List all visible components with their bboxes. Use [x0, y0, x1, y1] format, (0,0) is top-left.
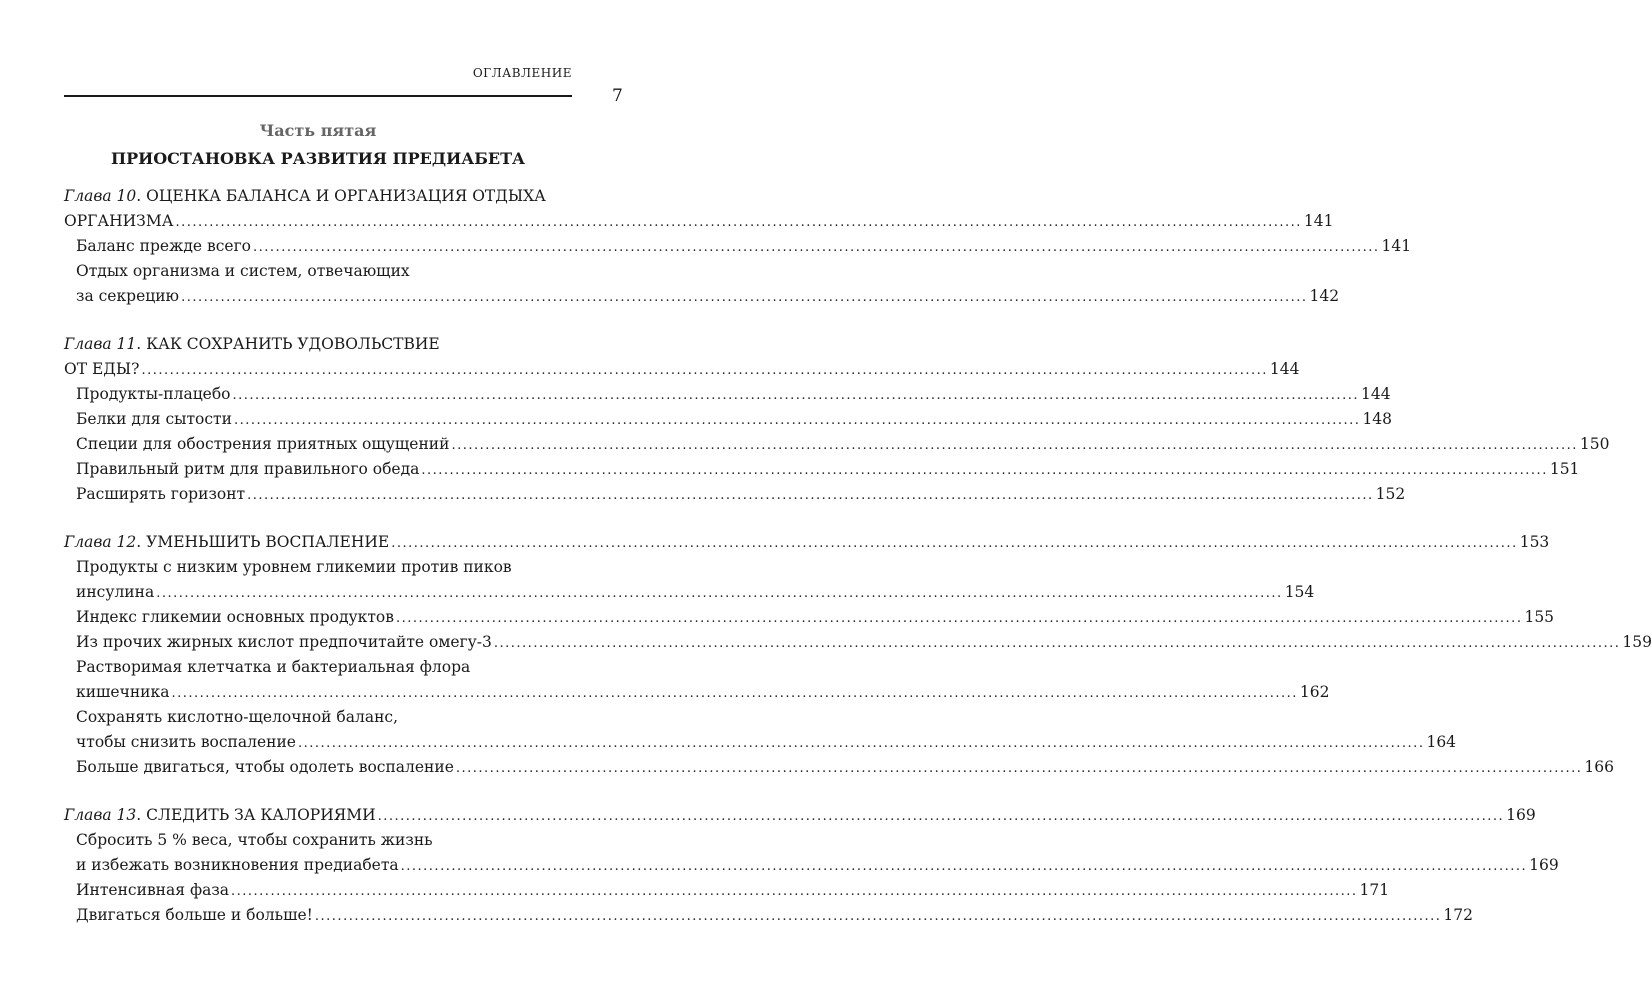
page-ref: 150	[1579, 435, 1610, 453]
chapter-title: . СЛЕДИТЬ ЗА КАЛОРИЯМИ	[136, 806, 376, 824]
dot-leader: ........................................................................................................................................................................................................	[141, 363, 1268, 378]
toc-chapter-heading[interactable]	[64, 332, 572, 357]
toc-chapter	[64, 332, 1610, 507]
toc-section[interactable]	[64, 903, 1473, 928]
dot-leader: ........................................................................................................................................................................................................	[451, 438, 1578, 453]
toc-chapter-heading[interactable]	[64, 530, 1550, 555]
toc-section[interactable]	[64, 878, 1390, 903]
page-ref: 171	[1359, 881, 1390, 899]
toc-section[interactable]	[64, 407, 1393, 432]
toc-section[interactable]	[64, 705, 572, 730]
part-title: ПРИОСТАНОВКА РАЗВИТИЯ ПРЕДИАБЕТА	[110, 149, 526, 168]
page-ref: 141	[1381, 237, 1412, 255]
page-ref: 142	[1309, 287, 1340, 305]
toc-section[interactable]	[64, 605, 1555, 630]
toc-section[interactable]	[64, 828, 572, 853]
section-title: Сбросить 5 % веса, чтобы сохранить жизнь	[76, 831, 433, 849]
dot-leader: ........................................................................................................................................................................................................	[232, 388, 1359, 403]
section-title: Белки для сытости	[76, 410, 232, 428]
chapter-label: Глава 11	[64, 335, 137, 353]
toc-chapter-heading[interactable]	[64, 803, 1536, 828]
page-ref: 169	[1529, 856, 1559, 874]
section-title: Правильный ритм для правильного обеда	[76, 460, 420, 478]
dot-leader: ........................................................................................................................................................................................................	[377, 809, 1505, 824]
page-ref: 141	[1303, 212, 1334, 230]
dot-leader: ........................................................................................................................................................................................................	[421, 463, 1548, 478]
section-title: чтобы снизить воспаление	[76, 733, 296, 751]
toc-chapter-heading[interactable]	[64, 184, 572, 209]
section-title: Продукты с низким уровнем гликемии против пиков	[76, 558, 512, 576]
toc-section[interactable]	[64, 457, 1580, 482]
chapter-label: Глава 13	[64, 806, 137, 824]
dot-leader: ........................................................................................................................................................................................................	[171, 686, 1298, 701]
section-title: за секрецию	[76, 287, 180, 305]
section-title: Баланс прежде всего	[76, 237, 252, 255]
toc-chapter	[64, 184, 1412, 309]
section-title: Специи для обострения приятных ощущений	[76, 435, 450, 453]
toc-section[interactable]	[64, 432, 1610, 457]
section-title: Расширять горизонт	[76, 485, 246, 503]
toc-chapter-heading-cont[interactable]	[64, 357, 1300, 382]
section-title: Индекс гликемии основных продуктов	[76, 608, 394, 626]
section-title: инсулина	[76, 583, 155, 601]
dot-leader: ........................................................................................................................................................................................................	[297, 736, 1425, 751]
section-title: и избежать возникновения предиабета	[76, 856, 399, 874]
page-ref: 148	[1362, 410, 1393, 428]
page-ref: 172	[1443, 906, 1473, 924]
page-ref: 169	[1506, 806, 1536, 824]
dot-leader: ........................................................................................................................................................................................................	[253, 240, 1380, 255]
chapter-label: Глава 12	[64, 533, 137, 551]
page-ref: 154	[1284, 583, 1315, 601]
toc-section[interactable]	[64, 482, 1406, 507]
toc-section[interactable]	[64, 630, 1652, 655]
page-ref: 144	[1269, 360, 1300, 378]
part-label: Часть пятая	[259, 121, 377, 140]
page-ref: 162	[1299, 683, 1330, 701]
page-ref: 159	[1622, 633, 1652, 651]
dot-leader: ........................................................................................................................................................................................................	[233, 413, 1361, 428]
dot-leader: ........................................................................................................................................................................................................	[455, 761, 1583, 776]
dot-leader: ........................................................................................................................................................................................................	[181, 290, 1308, 305]
dot-leader: ........................................................................................................................................................................................................	[395, 611, 1523, 626]
chapter-title: ОРГАНИЗМА	[64, 212, 174, 230]
page-ref: 152	[1375, 485, 1406, 503]
page-ref: 164	[1426, 733, 1457, 751]
section-title: Сохранять кислотно-щелочной баланс,	[76, 708, 399, 726]
section-title: Отдых организма и систем, отвечающих	[76, 262, 410, 280]
chapter-title: ОТ ЕДЫ?	[64, 360, 140, 378]
toc-section-cont[interactable]	[64, 680, 1330, 705]
dot-leader: ........................................................................................................................................................................................................	[231, 884, 1358, 899]
dot-leader: ........................................................................................................................................................................................................	[314, 909, 1442, 924]
section-title: Больше двигаться, чтобы одолеть воспаление	[76, 758, 454, 776]
chapter-title: . КАК СОХРАНИТЬ УДОВОЛЬСТВИЕ	[136, 335, 440, 353]
page-ref: 144	[1360, 385, 1391, 403]
page-number: 7	[612, 86, 623, 106]
toc-section[interactable]	[64, 259, 572, 284]
chapter-title: . ОЦЕНКА БАЛАНСА И ОРГАНИЗАЦИЯ ОТДЫХА	[136, 187, 546, 205]
header-rule	[64, 95, 572, 97]
toc-section[interactable]	[64, 755, 1614, 780]
dot-leader: ........................................................................................................................................................................................................	[391, 536, 1518, 551]
toc-section-cont[interactable]	[64, 853, 1559, 878]
running-head: ОГЛАВЛЕНИЕ	[472, 66, 572, 80]
page-ref: 153	[1519, 533, 1550, 551]
toc-section-cont[interactable]	[64, 580, 1315, 605]
dot-leader: ........................................................................................................................................................................................................	[247, 488, 1374, 503]
section-title: Растворимая клетчатка и бактериальная флора	[76, 658, 471, 676]
dot-leader: ........................................................................................................................................................................................................	[493, 636, 1621, 651]
section-title: Из прочих жирных кислот предпочитайте омегу-3	[76, 633, 492, 651]
section-title: Интенсивная фаза	[76, 881, 230, 899]
toc-section[interactable]	[64, 555, 572, 580]
dot-leader: ........................................................................................................................................................................................................	[175, 215, 1302, 230]
dot-leader: ........................................................................................................................................................................................................	[400, 859, 1528, 874]
toc-chapter-heading-cont[interactable]	[64, 209, 1334, 234]
toc-chapter	[64, 803, 1559, 928]
page-ref: 155	[1524, 608, 1555, 626]
section-title: Двигаться больше и больше!	[76, 906, 313, 924]
toc-chapter	[64, 530, 1652, 780]
page-ref: 166	[1584, 758, 1614, 776]
toc-section[interactable]	[64, 234, 1412, 259]
toc-section[interactable]	[64, 382, 1391, 407]
page-ref: 151	[1549, 460, 1580, 478]
dot-leader: ........................................................................................................................................................................................................	[156, 586, 1283, 601]
toc-section[interactable]	[64, 655, 572, 680]
chapter-title: . УМЕНЬШИТЬ ВОСПАЛЕНИЕ	[136, 533, 390, 551]
toc-section-cont[interactable]	[64, 284, 1340, 309]
section-title: кишечника	[76, 683, 170, 701]
section-title: Продукты-плацебо	[76, 385, 231, 403]
table-of-contents	[64, 184, 1652, 951]
toc-section-cont[interactable]	[64, 730, 1457, 755]
chapter-label: Глава 10	[64, 187, 137, 205]
